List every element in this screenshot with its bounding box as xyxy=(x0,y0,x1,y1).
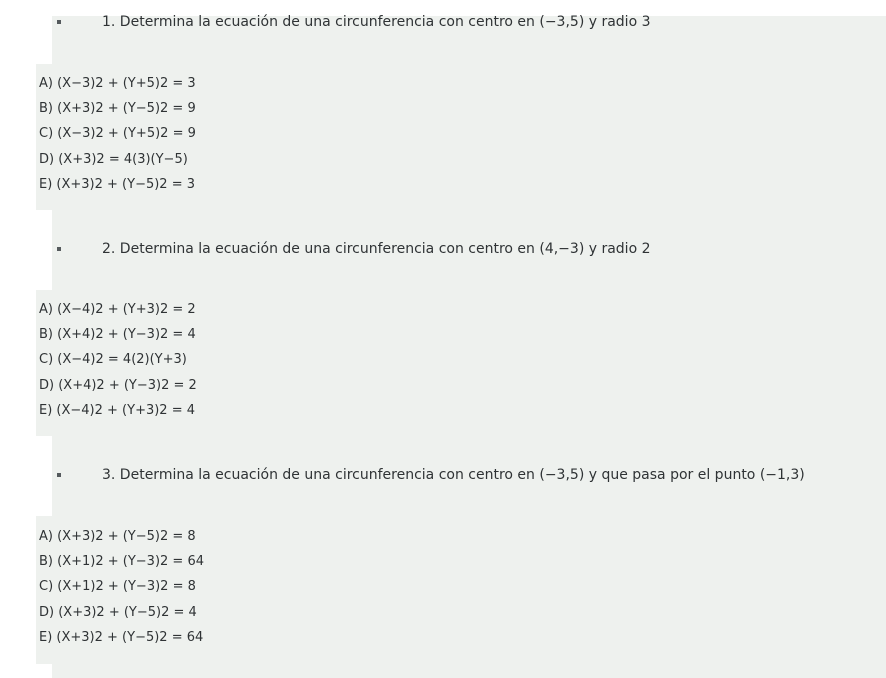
question-3-option-c: C) (X+1)2 + (Y−3)2 = 8 xyxy=(39,579,196,594)
question-1-option-a: A) (X−3)2 + (Y+5)2 = 3 xyxy=(39,76,196,91)
question-3-option-a: A) (X+3)2 + (Y−5)2 = 8 xyxy=(39,529,196,544)
bullet-icon xyxy=(57,473,61,477)
question-1-option-b: B) (X+3)2 + (Y−5)2 = 9 xyxy=(39,101,196,116)
question-2-option-b: B) (X+4)2 + (Y−3)2 = 4 xyxy=(39,327,196,342)
question-3-option-d: D) (X+3)2 + (Y−5)2 = 4 xyxy=(39,605,197,620)
bullet-icon xyxy=(57,20,61,24)
question-2-text: 2. Determina la ecuación de una circunferencia con centro en (4,−3) y radio 2 xyxy=(102,241,651,257)
question-2-option-a: A) (X−4)2 + (Y+3)2 = 2 xyxy=(39,302,196,317)
question-1-text: 1. Determina la ecuación de una circunferencia con centro en (−3,5) y radio 3 xyxy=(102,14,651,30)
bottom-panel xyxy=(52,664,886,678)
question-3-option-b: B) (X+1)2 + (Y−3)2 = 64 xyxy=(39,554,204,569)
question-2-option-e: E) (X−4)2 + (Y+3)2 = 4 xyxy=(39,403,196,418)
question-3-option-e: E) (X+3)2 + (Y−5)2 = 64 xyxy=(39,630,204,645)
question-1-option-c: C) (X−3)2 + (Y+5)2 = 9 xyxy=(39,126,196,141)
question-3-text: 3. Determina la ecuación de una circunferencia con centro en (−3,5) y que pasa por el punto (−1,3) xyxy=(102,467,805,483)
question-1-option-d: D) (X+3)2 = 4(3)(Y−5) xyxy=(39,152,188,167)
question-2-option-c: C) (X−4)2 = 4(2)(Y+3) xyxy=(39,352,187,367)
question-1-option-e: E) (X+3)2 + (Y−5)2 = 3 xyxy=(39,177,196,192)
question-2-option-d: D) (X+4)2 + (Y−3)2 = 2 xyxy=(39,378,197,393)
bullet-icon xyxy=(57,247,61,251)
